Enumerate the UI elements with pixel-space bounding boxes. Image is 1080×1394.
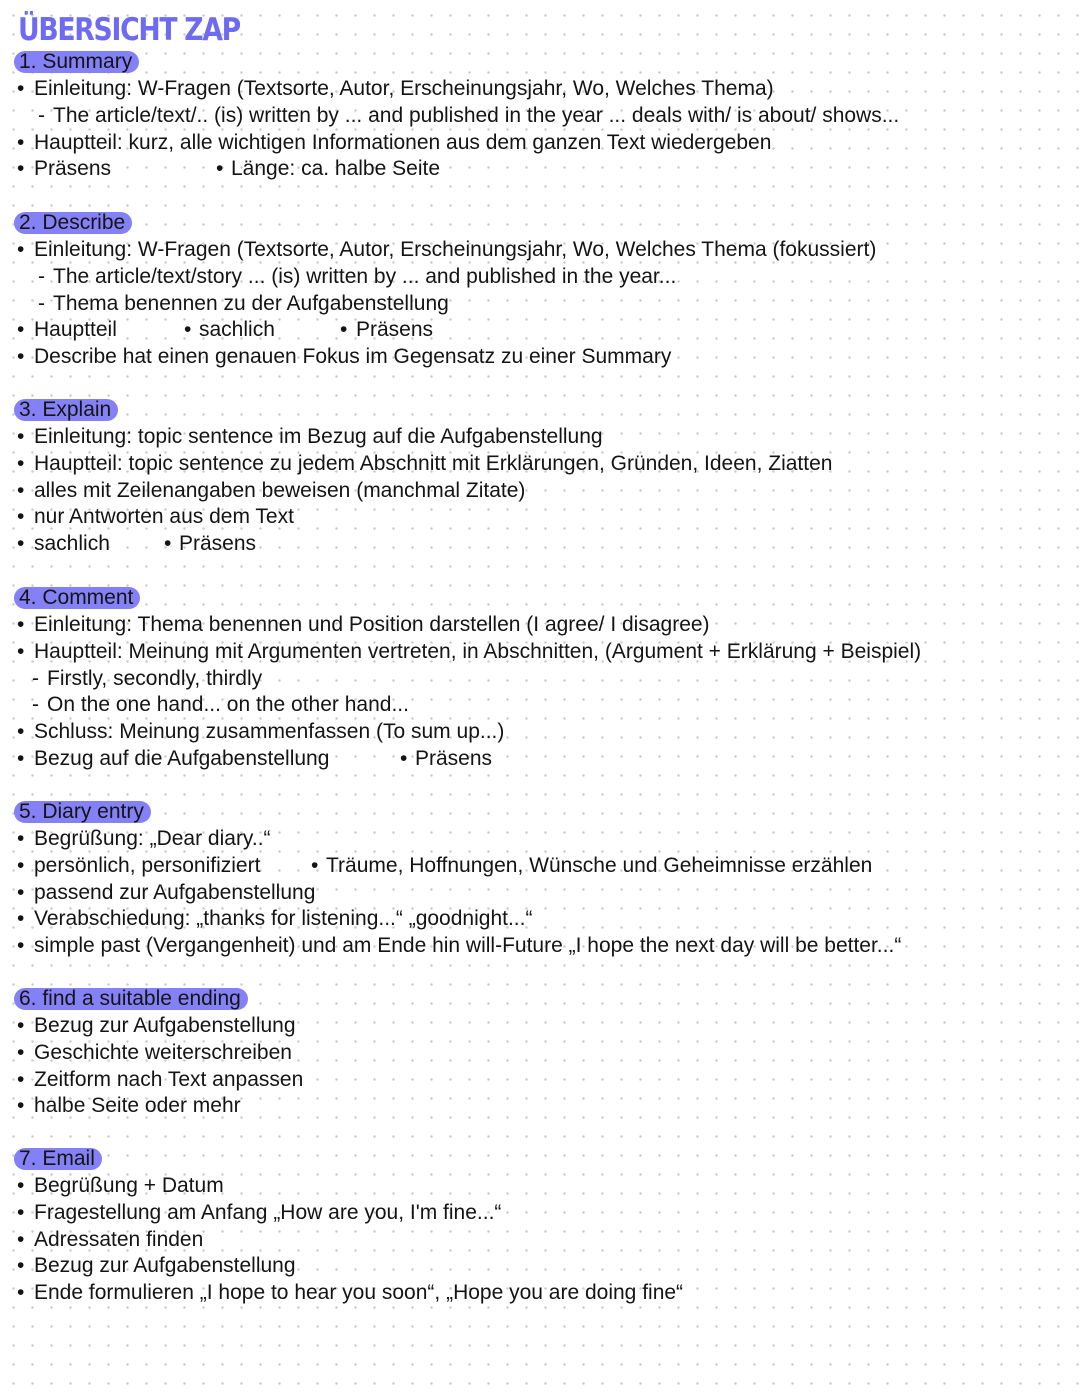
list-item (0, 317, 1080, 344)
list-item (0, 1013, 1080, 1040)
bullet-icon: • (17, 934, 25, 958)
item-text: Einleitung: topic sentence im Bezug auf die Aufgabenstellung (34, 425, 603, 448)
item-text: Describe hat einen genauen Fokus im Gegensatz zu einer Summary (34, 345, 672, 369)
bullet-icon: • (340, 318, 348, 342)
section-heading: 3. Explain (14, 399, 118, 421)
list-item (0, 344, 1080, 371)
sub-item (0, 264, 1080, 291)
bullet-icon: • (17, 1040, 25, 1064)
list-item (0, 719, 1080, 746)
list-item (0, 933, 1080, 960)
item-text: Fragestellung am Anfang „How are you, I'm fine...“ (34, 1200, 502, 1224)
bullet-icon: • (216, 157, 224, 181)
bullet-icon: • (17, 345, 25, 369)
sub-item (0, 666, 1080, 693)
bullet-icon: • (17, 1200, 25, 1224)
item-text: Begrüßung: „Dear diary..“ (34, 827, 271, 850)
list-item (0, 156, 1080, 183)
item-text: Ende formulieren „I hope to hear you soon“, „Hope you are doing fine“ (34, 1281, 684, 1305)
sub-item (0, 103, 1080, 130)
section-items (0, 1173, 1080, 1307)
bullet-icon: • (17, 907, 25, 931)
dash-icon: - (38, 264, 45, 288)
item-text: Bezug auf die Aufgabenstellung (34, 746, 330, 770)
list-item (0, 424, 1080, 451)
item-text: simple past (Vergangenheit) und am Ende hin will-Future „I hope the next day will be better...“ (34, 934, 902, 958)
section-heading: 1. Summary (14, 51, 139, 73)
section-items (0, 237, 1080, 371)
bullet-icon: • (17, 1281, 25, 1305)
item-text: nur Antworten aus dem Text (34, 505, 294, 529)
bullet-icon: • (17, 1014, 25, 1037)
bullet-icon: • (17, 238, 25, 261)
item-text: Hauptteil (34, 318, 117, 342)
section-heading: 4. Comment (14, 587, 140, 609)
bullet-icon: • (17, 1254, 25, 1278)
list-item (0, 1200, 1080, 1227)
item-text: sachlich (34, 532, 110, 556)
sub-item (0, 291, 1080, 318)
sub-item-text: On the one hand... on the other hand... (47, 693, 409, 717)
item-text: Schluss: Meinung zusammenfassen (To sum up...) (34, 720, 505, 744)
bullet-icon: • (311, 853, 319, 877)
list-item (0, 1227, 1080, 1254)
list-item (0, 1253, 1080, 1280)
bullet-icon: • (17, 1067, 25, 1091)
list-item (0, 237, 1080, 264)
bullet-icon: • (17, 1227, 25, 1251)
item-text: Präsens (34, 157, 112, 181)
list-item (0, 504, 1080, 531)
bullet-icon: • (17, 318, 25, 342)
bullet-icon: • (17, 77, 25, 100)
section-heading: 2. Describe (14, 212, 132, 234)
item-text-tertiary: Präsens (356, 318, 434, 342)
bullet-icon: • (17, 130, 25, 154)
sub-item-text: The article/text/story ... (is) written by ... and published in the year... (53, 264, 677, 288)
item-text: Bezug zur Aufgabenstellung (34, 1014, 296, 1037)
list-item (0, 853, 1080, 880)
list-item (0, 612, 1080, 639)
page-title: ÜBERSICHT ZAP (18, 12, 240, 48)
list-item (0, 880, 1080, 907)
item-text: Einleitung: W-Fragen (Textsorte, Autor, Erscheinungsjahr, Wo, Welches Thema (fokussiert) (34, 238, 877, 261)
list-item (0, 1280, 1080, 1307)
item-text: Zeitform nach Text anpassen (34, 1067, 304, 1091)
section-heading: 6. find a suitable ending (14, 988, 248, 1010)
section-heading: 5. Diary entry (14, 801, 151, 823)
sub-item-text: Firstly, secondly, thirdly (47, 666, 263, 690)
bullet-icon: • (400, 746, 408, 770)
bullet-icon: • (17, 505, 25, 529)
item-text: Einleitung: Thema benennen und Position darstellen (I agree/ I disagree) (34, 613, 710, 636)
item-text: Hauptteil: kurz, alle wichtigen Informationen aus dem ganzen Text wiedergeben (34, 130, 772, 154)
dash-icon: - (32, 693, 39, 717)
item-text: Geschichte weiterschreiben (34, 1040, 292, 1064)
item-text: Hauptteil: Meinung mit Argumenten vertreten, in Abschnitten, (Argument + Erklärung + Beispiel) (34, 639, 922, 663)
bullet-icon: • (17, 853, 25, 877)
bullet-icon: • (164, 532, 172, 556)
item-text: Hauptteil: topic sentence zu jedem Abschnitt mit Erklärungen, Gründen, Ideen, Ziatten (34, 451, 833, 475)
list-item (0, 826, 1080, 853)
item-text: passend zur Aufgabenstellung (34, 880, 316, 904)
bullet-icon: • (17, 880, 25, 904)
section-items (0, 76, 1080, 183)
item-text: Adressaten finden (34, 1227, 204, 1251)
section-items (0, 1013, 1080, 1120)
section-items (0, 826, 1080, 960)
item-text: Verabschiedung: „thanks for listening...“ „goodnight...“ (34, 907, 533, 931)
list-item (0, 906, 1080, 933)
list-item (0, 451, 1080, 478)
list-item (0, 130, 1080, 157)
bullet-icon: • (17, 639, 25, 663)
dash-icon: - (32, 666, 39, 690)
bullet-icon: • (17, 1174, 25, 1197)
bullet-icon: • (17, 1094, 25, 1118)
bullet-icon: • (17, 451, 25, 475)
bullet-icon: • (17, 478, 25, 502)
dash-icon: - (38, 291, 45, 315)
bullet-icon: • (17, 827, 25, 850)
list-item (0, 1093, 1080, 1120)
list-item (0, 746, 1080, 773)
section-items (0, 612, 1080, 773)
item-text-secondary: Länge: ca. halbe Seite (231, 157, 440, 181)
list-item (0, 639, 1080, 666)
bullet-icon: • (17, 720, 25, 744)
bullet-icon: • (17, 746, 25, 770)
bullet-icon: • (17, 425, 25, 448)
item-text: persönlich, personifiziert (34, 853, 261, 877)
bullet-icon: • (17, 613, 25, 636)
list-item (0, 76, 1080, 103)
sub-item-text: The article/text/.. (is) written by ... and published in the year ... deals with/ is about/ shows... (53, 103, 900, 127)
section-items (0, 424, 1080, 558)
list-item (0, 531, 1080, 558)
bullet-icon: • (184, 318, 192, 342)
list-item (0, 1067, 1080, 1094)
list-item (0, 1040, 1080, 1067)
item-text: Begrüßung + Datum (34, 1174, 224, 1197)
bullet-icon: • (17, 532, 25, 556)
item-text-secondary: Träume, Hoffnungen, Wünsche und Geheimnisse erzählen (326, 853, 873, 877)
sub-item (0, 692, 1080, 719)
item-text: halbe Seite oder mehr (34, 1094, 241, 1118)
section-heading: 7. Email (14, 1148, 102, 1170)
item-text-secondary: Präsens (415, 746, 493, 770)
sub-item-text: Thema benennen zu der Aufgabenstellung (53, 291, 449, 315)
item-text: Bezug zur Aufgabenstellung (34, 1254, 296, 1278)
list-item (0, 478, 1080, 505)
list-item (0, 1173, 1080, 1200)
item-text-secondary: sachlich (199, 318, 275, 342)
bullet-icon: • (17, 157, 25, 181)
item-text: Einleitung: W-Fragen (Textsorte, Autor, Erscheinungsjahr, Wo, Welches Thema) (34, 77, 774, 100)
dash-icon: - (38, 103, 45, 127)
item-text-secondary: Präsens (179, 532, 257, 556)
item-text: alles mit Zeilenangaben beweisen (manchmal Zitate) (34, 478, 526, 502)
